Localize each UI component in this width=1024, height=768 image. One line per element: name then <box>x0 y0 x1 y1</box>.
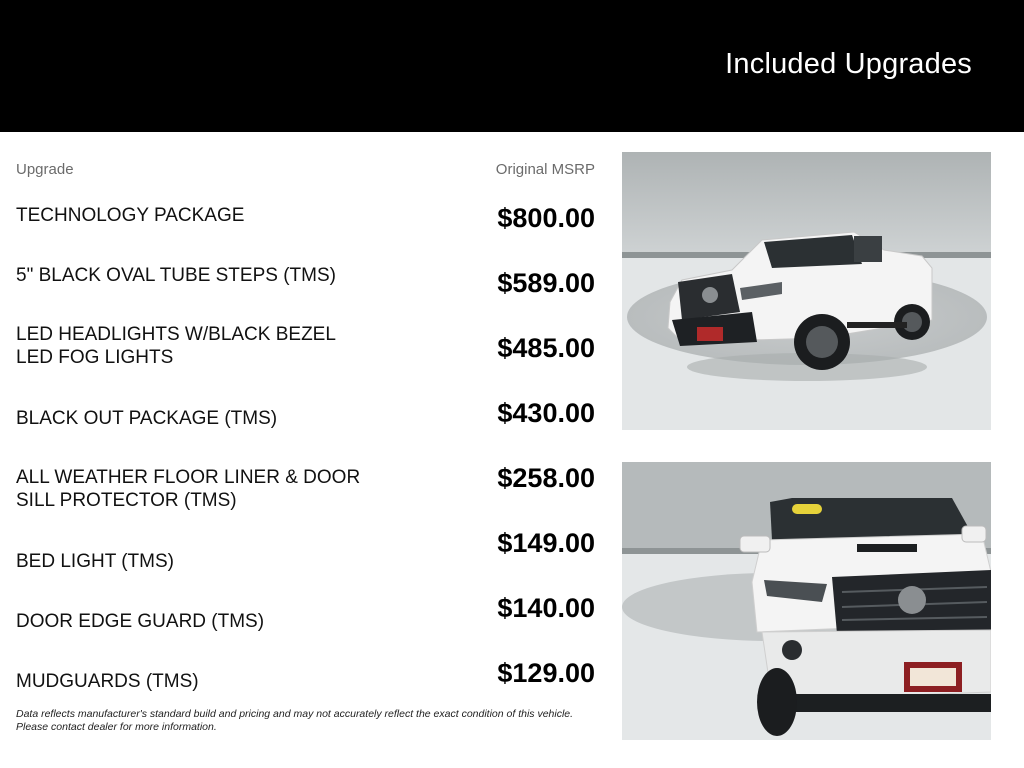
upgrade-price: $800.00 <box>497 203 595 233</box>
white-pickup-truck-front-closeup-icon <box>622 462 991 740</box>
msrp-column-header: Original MSRP <box>495 161 595 178</box>
upgrade-price: $129.00 <box>497 658 595 688</box>
vehicle-photo-side <box>622 152 991 430</box>
upgrade-price: $485.00 <box>497 333 595 363</box>
upgrade-name-bed-light <box>16 550 416 573</box>
upgrade-price: $258.00 <box>497 463 595 493</box>
upgrade-name-led-headlights <box>16 323 416 369</box>
upgrade-name-door-edge-guard <box>16 610 416 633</box>
page-title: Included Upgrades <box>725 48 972 80</box>
white-pickup-truck-side-view-icon <box>622 152 991 430</box>
header-bar <box>0 0 1024 132</box>
upgrade-price: $149.00 <box>497 528 595 558</box>
upgrade-name-mudguards <box>16 670 416 693</box>
upgrade-name-line: MUDGUARDS (TMS) <box>16 671 199 692</box>
disclaimer-line: Data reflects manufacturer's standard build and pricing and may not accurately reflect the exact condition of this vehicle. <box>16 708 574 720</box>
disclaimer-line: Please contact dealer for more information. <box>16 720 217 733</box>
upgrade-name-tube-steps <box>16 264 416 287</box>
upgrade-price: $589.00 <box>497 268 595 298</box>
upgrade-price: $140.00 <box>497 593 595 623</box>
upgrade-name-line: LED FOG LIGHTS <box>16 347 174 368</box>
upgrade-name-line: 5" BLACK OVAL TUBE STEPS (TMS) <box>16 265 336 286</box>
upgrade-column-header: Upgrade <box>16 161 74 178</box>
upgrade-name-black-out-package <box>16 407 416 430</box>
vehicle-photo-front <box>622 462 991 740</box>
upgrade-name-line: ALL WEATHER FLOOR LINER & DOOR <box>16 467 361 488</box>
upgrade-name-technology-package <box>16 204 416 227</box>
upgrade-name-floor-liner <box>16 466 416 512</box>
upgrade-name-line: TECHNOLOGY PACKAGE <box>16 205 245 226</box>
upgrade-price: $430.00 <box>497 398 595 428</box>
upgrade-name-line: BED LIGHT (TMS) <box>16 551 174 572</box>
upgrade-name-line: DOOR EDGE GUARD (TMS) <box>16 611 265 632</box>
upgrade-name-line: BLACK OUT PACKAGE (TMS) <box>16 408 278 429</box>
upgrade-name-line: LED HEADLIGHTS W/BLACK BEZEL <box>16 324 336 345</box>
upgrade-name-line: SILL PROTECTOR (TMS) <box>16 490 237 511</box>
disclaimer-text <box>16 708 606 733</box>
